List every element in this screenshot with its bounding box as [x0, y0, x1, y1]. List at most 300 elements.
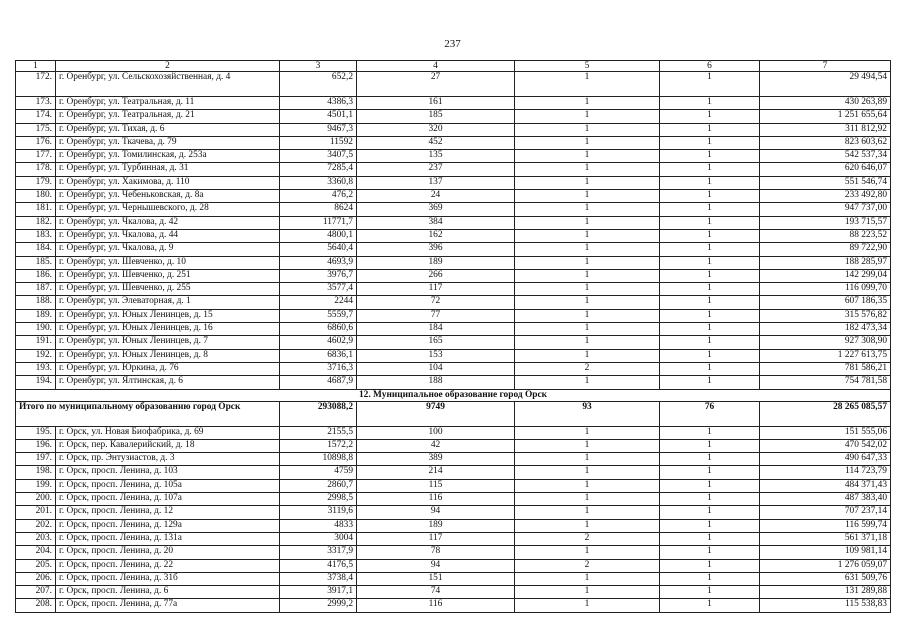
- col7-cell: 1 276 059,07: [760, 559, 891, 572]
- row-number: 204.: [16, 546, 56, 559]
- column-number: 3: [280, 61, 357, 72]
- table-row: [16, 453, 891, 466]
- col7-cell: 823 603,62: [760, 136, 891, 149]
- col5-cell: 1: [515, 546, 660, 559]
- address-cell: г. Оренбург, ул. Чебеньковская, д. 8а: [56, 190, 280, 203]
- col3-cell: 8624: [280, 203, 357, 216]
- col4-cell: 116: [357, 599, 515, 612]
- col5-cell: 1: [515, 110, 660, 123]
- col4-cell: 396: [357, 243, 515, 256]
- row-number: 193.: [16, 362, 56, 375]
- col5-cell: 1: [515, 519, 660, 532]
- col7-cell: 542 537,34: [760, 150, 891, 163]
- col7-cell: 315 576,82: [760, 309, 891, 322]
- address-cell: г. Оренбург, ул. Чкалова, д. 42: [56, 216, 280, 229]
- row-number: 173.: [16, 97, 56, 110]
- col3-cell: 4833: [280, 519, 357, 532]
- total-col6: 76: [660, 401, 760, 426]
- row-number: 181.: [16, 203, 56, 216]
- col5-cell: 1: [515, 453, 660, 466]
- total-label: Итого по муниципальному образованию город Орск: [16, 401, 280, 426]
- table-row: [16, 150, 891, 163]
- table-row: [16, 97, 891, 110]
- col7-cell: 754 781,58: [760, 376, 891, 389]
- col5-cell: 1: [515, 466, 660, 479]
- column-number: 5: [515, 61, 660, 72]
- table-row: [16, 256, 891, 269]
- col6-cell: 1: [660, 599, 760, 612]
- row-number: 183.: [16, 229, 56, 242]
- table-row: [16, 336, 891, 349]
- table-row: [16, 546, 891, 559]
- col6-cell: 1: [660, 586, 760, 599]
- table-row: [16, 163, 891, 176]
- col3-cell: 6860,6: [280, 323, 357, 336]
- col3-cell: 11771,7: [280, 216, 357, 229]
- row-number: 196.: [16, 439, 56, 452]
- table-row: [16, 72, 891, 97]
- col7-cell: 620 646,07: [760, 163, 891, 176]
- row-number: 200.: [16, 493, 56, 506]
- total-col4: 9749: [357, 401, 515, 426]
- col4-cell: 185: [357, 110, 515, 123]
- table-body: [16, 61, 891, 613]
- col6-cell: 1: [660, 493, 760, 506]
- col7-cell: 88 223,52: [760, 229, 891, 242]
- col4-cell: 237: [357, 163, 515, 176]
- col6-cell: 1: [660, 309, 760, 322]
- col6-cell: 1: [660, 426, 760, 439]
- col7-cell: 151 555,06: [760, 426, 891, 439]
- col6-cell: 1: [660, 532, 760, 545]
- address-cell: г. Оренбург, ул. Сельскохозяйственная, д. 4: [56, 72, 280, 97]
- table-row: [16, 586, 891, 599]
- row-number: 185.: [16, 256, 56, 269]
- col3-cell: 10898,8: [280, 453, 357, 466]
- col5-cell: 1: [515, 506, 660, 519]
- address-cell: г. Оренбург, ул. Шевченко, д. 10: [56, 256, 280, 269]
- col5-cell: 1: [515, 336, 660, 349]
- address-cell: г. Орск, просп. Ленина, д. 77а: [56, 599, 280, 612]
- col5-cell: 1: [515, 572, 660, 585]
- table-row: [16, 243, 891, 256]
- col6-cell: 1: [660, 150, 760, 163]
- col5-cell: 1: [515, 72, 660, 97]
- col4-cell: 24: [357, 190, 515, 203]
- col6-cell: 1: [660, 546, 760, 559]
- row-number: 190.: [16, 323, 56, 336]
- col5-cell: 1: [515, 97, 660, 110]
- col6-cell: 1: [660, 97, 760, 110]
- col5-cell: 1: [515, 323, 660, 336]
- col3-cell: 4800,1: [280, 229, 357, 242]
- col5-cell: 1: [515, 309, 660, 322]
- col4-cell: 452: [357, 136, 515, 149]
- col6-cell: 1: [660, 336, 760, 349]
- col4-cell: 77: [357, 309, 515, 322]
- col7-cell: 551 546,74: [760, 176, 891, 189]
- col6-cell: 1: [660, 243, 760, 256]
- col7-cell: 487 383,40: [760, 493, 891, 506]
- col5-cell: 1: [515, 256, 660, 269]
- col7-cell: 561 371,18: [760, 532, 891, 545]
- col7-cell: 131 289,88: [760, 586, 891, 599]
- col3-cell: 6836,1: [280, 349, 357, 362]
- col6-cell: 1: [660, 479, 760, 492]
- address-cell: г. Оренбург, ул. Ткачева, д. 79: [56, 136, 280, 149]
- col5-cell: 1: [515, 426, 660, 439]
- column-number: 2: [56, 61, 280, 72]
- table-row: [16, 216, 891, 229]
- col4-cell: 189: [357, 519, 515, 532]
- col7-cell: 116 599,74: [760, 519, 891, 532]
- col4-cell: 116: [357, 493, 515, 506]
- col4-cell: 117: [357, 283, 515, 296]
- col6-cell: 1: [660, 453, 760, 466]
- col6-cell: 1: [660, 216, 760, 229]
- col5-cell: 1: [515, 216, 660, 229]
- col6-cell: 1: [660, 256, 760, 269]
- col4-cell: 165: [357, 336, 515, 349]
- address-cell: г. Орск, пр. Энтузиастов, д. 3: [56, 453, 280, 466]
- row-number: 202.: [16, 519, 56, 532]
- col7-cell: 233 492,80: [760, 190, 891, 203]
- col6-cell: 1: [660, 572, 760, 585]
- table-row: [16, 296, 891, 309]
- col7-cell: 484 371,43: [760, 479, 891, 492]
- address-cell: г. Оренбург, ул. Томилинская, д. 253а: [56, 150, 280, 163]
- address-cell: г. Орск, просп. Ленина, д. 31б: [56, 572, 280, 585]
- table-row: [16, 190, 891, 203]
- address-cell: г. Орск, просп. Ленина, д. 129а: [56, 519, 280, 532]
- col7-cell: 142 299,04: [760, 269, 891, 282]
- row-number: 182.: [16, 216, 56, 229]
- col4-cell: 42: [357, 439, 515, 452]
- col3-cell: 3317,9: [280, 546, 357, 559]
- table-row: [16, 136, 891, 149]
- col3-cell: 2998,5: [280, 493, 357, 506]
- table-row: [16, 532, 891, 545]
- col3-cell: 3917,1: [280, 586, 357, 599]
- row-number: 191.: [16, 336, 56, 349]
- table-row: [16, 229, 891, 242]
- col6-cell: 1: [660, 190, 760, 203]
- col5-cell: 1: [515, 136, 660, 149]
- col3-cell: 3716,3: [280, 362, 357, 375]
- col7-cell: 781 586,21: [760, 362, 891, 375]
- address-cell: г. Оренбург, ул. Юркина, д. 76: [56, 362, 280, 375]
- table-row: [16, 309, 891, 322]
- col5-cell: 1: [515, 376, 660, 389]
- table-row: [16, 479, 891, 492]
- col5-cell: 1: [515, 599, 660, 612]
- col6-cell: 1: [660, 136, 760, 149]
- col6-cell: 1: [660, 269, 760, 282]
- table-row: [16, 323, 891, 336]
- row-number: 192.: [16, 349, 56, 362]
- col4-cell: 151: [357, 572, 515, 585]
- col3-cell: 5559,7: [280, 309, 357, 322]
- col6-cell: 1: [660, 72, 760, 97]
- col4-cell: 135: [357, 150, 515, 163]
- row-number: 178.: [16, 163, 56, 176]
- table-row: [16, 559, 891, 572]
- row-number: 180.: [16, 190, 56, 203]
- col7-cell: 193 715,57: [760, 216, 891, 229]
- total-col5: 93: [515, 401, 660, 426]
- col7-cell: 89 722,90: [760, 243, 891, 256]
- table-row: [16, 349, 891, 362]
- col7-cell: 29 494,54: [760, 72, 891, 97]
- col7-cell: 311 812,92: [760, 123, 891, 136]
- address-cell: г. Оренбург, ул. Турбинная, д. 31: [56, 163, 280, 176]
- address-cell: г. Оренбург, ул. Чкалова, д. 44: [56, 229, 280, 242]
- col4-cell: 74: [357, 586, 515, 599]
- col7-cell: 607 186,35: [760, 296, 891, 309]
- total-row: [16, 401, 891, 426]
- row-number: 177.: [16, 150, 56, 163]
- col4-cell: 369: [357, 203, 515, 216]
- col4-cell: 189: [357, 256, 515, 269]
- col3-cell: 4687,9: [280, 376, 357, 389]
- col4-cell: 104: [357, 362, 515, 375]
- address-cell: г. Орск, просп. Ленина, д. 6: [56, 586, 280, 599]
- address-cell: г. Оренбург, ул. Юных Ленинцев, д. 8: [56, 349, 280, 362]
- address-cell: г. Орск, просп. Ленина, д. 12: [56, 506, 280, 519]
- col4-cell: 161: [357, 97, 515, 110]
- col7-cell: 631 509,76: [760, 572, 891, 585]
- col3-cell: 11592: [280, 136, 357, 149]
- row-number: 195.: [16, 426, 56, 439]
- address-cell: г. Оренбург, ул. Юных Ленинцев, д. 16: [56, 323, 280, 336]
- col5-cell: 1: [515, 283, 660, 296]
- col7-cell: 1 227 613,75: [760, 349, 891, 362]
- address-cell: г. Оренбург, ул. Хакимова, д. 110: [56, 176, 280, 189]
- col6-cell: 1: [660, 559, 760, 572]
- address-cell: г. Оренбург, ул. Юных Ленинцев, д. 15: [56, 309, 280, 322]
- col3-cell: 3738,4: [280, 572, 357, 585]
- col4-cell: 137: [357, 176, 515, 189]
- col6-cell: 1: [660, 283, 760, 296]
- col5-cell: 1: [515, 150, 660, 163]
- row-number: 208.: [16, 599, 56, 612]
- col7-cell: 116 099,70: [760, 283, 891, 296]
- total-col3: 293088,2: [280, 401, 357, 426]
- table-row: [16, 466, 891, 479]
- col3-cell: 3577,4: [280, 283, 357, 296]
- table-row: [16, 519, 891, 532]
- row-number: 188.: [16, 296, 56, 309]
- col3-cell: 4602,9: [280, 336, 357, 349]
- col5-cell: 1: [515, 229, 660, 242]
- col3-cell: 476,2: [280, 190, 357, 203]
- col5-cell: 1: [515, 123, 660, 136]
- address-cell: г. Оренбург, ул. Театральная, д. 11: [56, 97, 280, 110]
- col5-cell: 2: [515, 362, 660, 375]
- column-number: 1: [16, 61, 56, 72]
- col3-cell: 2860,7: [280, 479, 357, 492]
- col5-cell: 2: [515, 559, 660, 572]
- col3-cell: 1572,2: [280, 439, 357, 452]
- col6-cell: 1: [660, 203, 760, 216]
- table-row: [16, 362, 891, 375]
- col7-cell: 1 251 655,64: [760, 110, 891, 123]
- col5-cell: 1: [515, 493, 660, 506]
- col5-cell: 1: [515, 586, 660, 599]
- col3-cell: 652,2: [280, 72, 357, 97]
- address-cell: г. Орск, пер. Кавалерийский, д. 18: [56, 439, 280, 452]
- col3-cell: 3119,6: [280, 506, 357, 519]
- col4-cell: 72: [357, 296, 515, 309]
- row-number: 205.: [16, 559, 56, 572]
- address-cell: г. Орск, просп. Ленина, д. 20: [56, 546, 280, 559]
- table-row: [16, 123, 891, 136]
- row-number: 194.: [16, 376, 56, 389]
- row-number: 174.: [16, 110, 56, 123]
- table-row: [16, 176, 891, 189]
- col7-cell: 927 308,90: [760, 336, 891, 349]
- col3-cell: 3004: [280, 532, 357, 545]
- col5-cell: 1: [515, 439, 660, 452]
- col7-cell: 490 647,33: [760, 453, 891, 466]
- row-number: 175.: [16, 123, 56, 136]
- col6-cell: 1: [660, 163, 760, 176]
- col4-cell: 94: [357, 559, 515, 572]
- col4-cell: 188: [357, 376, 515, 389]
- column-number: 4: [357, 61, 515, 72]
- col4-cell: 100: [357, 426, 515, 439]
- col3-cell: 4501,1: [280, 110, 357, 123]
- address-cell: г. Оренбург, ул. Чкалова, д. 9: [56, 243, 280, 256]
- col5-cell: 1: [515, 190, 660, 203]
- table-row: [16, 439, 891, 452]
- row-number: 176.: [16, 136, 56, 149]
- col4-cell: 384: [357, 216, 515, 229]
- address-cell: г. Оренбург, ул. Тихая, д. 6: [56, 123, 280, 136]
- address-cell: г. Оренбург, ул. Шевченко, д. 251: [56, 269, 280, 282]
- row-number: 172.: [16, 72, 56, 97]
- row-number: 199.: [16, 479, 56, 492]
- col3-cell: 4176,5: [280, 559, 357, 572]
- col6-cell: 1: [660, 466, 760, 479]
- row-number: 186.: [16, 269, 56, 282]
- address-cell: г. Орск, просп. Ленина, д. 103: [56, 466, 280, 479]
- col3-cell: 4386,3: [280, 97, 357, 110]
- row-number: 184.: [16, 243, 56, 256]
- col5-cell: 1: [515, 479, 660, 492]
- address-cell: г. Оренбург, ул. Элеваторная, д. 1: [56, 296, 280, 309]
- col4-cell: 162: [357, 229, 515, 242]
- col4-cell: 94: [357, 506, 515, 519]
- col5-cell: 1: [515, 269, 660, 282]
- col6-cell: 1: [660, 506, 760, 519]
- column-number-row: [16, 61, 891, 72]
- row-number: 179.: [16, 176, 56, 189]
- col4-cell: 266: [357, 269, 515, 282]
- table-row: [16, 426, 891, 439]
- address-cell: г. Оренбург, ул. Театральная, д. 21: [56, 110, 280, 123]
- table-row: [16, 269, 891, 282]
- col7-cell: 109 981,14: [760, 546, 891, 559]
- col3-cell: 2244: [280, 296, 357, 309]
- col4-cell: 320: [357, 123, 515, 136]
- page-number: 237: [444, 38, 461, 50]
- col7-cell: 430 263,89: [760, 97, 891, 110]
- address-cell: г. Оренбург, ул. Ялтинская, д. 6: [56, 376, 280, 389]
- col6-cell: 1: [660, 110, 760, 123]
- address-cell: г. Оренбург, ул. Шевченко, д. 255: [56, 283, 280, 296]
- table-row: [16, 599, 891, 612]
- col3-cell: 3360,8: [280, 176, 357, 189]
- col6-cell: 1: [660, 176, 760, 189]
- col4-cell: 184: [357, 323, 515, 336]
- row-number: 207.: [16, 586, 56, 599]
- col4-cell: 78: [357, 546, 515, 559]
- address-cell: г. Орск, просп. Ленина, д. 22: [56, 559, 280, 572]
- col5-cell: 1: [515, 296, 660, 309]
- address-cell: г. Орск, просп. Ленина, д. 107а: [56, 493, 280, 506]
- column-number: 7: [760, 61, 891, 72]
- total-col7: 28 265 085,57: [760, 401, 891, 426]
- col4-cell: 27: [357, 72, 515, 97]
- address-cell: г. Орск, просп. Ленина, д. 131а: [56, 532, 280, 545]
- col3-cell: 3976,7: [280, 269, 357, 282]
- col6-cell: 1: [660, 519, 760, 532]
- col6-cell: 1: [660, 323, 760, 336]
- row-number: 206.: [16, 572, 56, 585]
- col5-cell: 1: [515, 243, 660, 256]
- col3-cell: 2155,5: [280, 426, 357, 439]
- col5-cell: 2: [515, 532, 660, 545]
- col3-cell: 3407,5: [280, 150, 357, 163]
- col6-cell: 1: [660, 123, 760, 136]
- row-number: 189.: [16, 309, 56, 322]
- data-table: [15, 60, 891, 613]
- col5-cell: 1: [515, 349, 660, 362]
- col4-cell: 115: [357, 479, 515, 492]
- col4-cell: 153: [357, 349, 515, 362]
- column-number: 6: [660, 61, 760, 72]
- address-cell: г. Орск, просп. Ленина, д. 105а: [56, 479, 280, 492]
- col4-cell: 389: [357, 453, 515, 466]
- col7-cell: 182 473,34: [760, 323, 891, 336]
- col6-cell: 1: [660, 229, 760, 242]
- row-number: 201.: [16, 506, 56, 519]
- row-number: 187.: [16, 283, 56, 296]
- address-cell: г. Оренбург, ул. Чернышевского, д. 28: [56, 203, 280, 216]
- col5-cell: 1: [515, 203, 660, 216]
- table-row: [16, 203, 891, 216]
- col4-cell: 214: [357, 466, 515, 479]
- col7-cell: 114 723,79: [760, 466, 891, 479]
- address-cell: г. Оренбург, ул. Юных Ленинцев, д. 7: [56, 336, 280, 349]
- col7-cell: 707 237,14: [760, 506, 891, 519]
- col7-cell: 115 538,83: [760, 599, 891, 612]
- row-number: 203.: [16, 532, 56, 545]
- row-number: 198.: [16, 466, 56, 479]
- section-header-row: [16, 389, 891, 401]
- row-number: 197.: [16, 453, 56, 466]
- col5-cell: 1: [515, 163, 660, 176]
- col3-cell: 4693,9: [280, 256, 357, 269]
- address-cell: г. Орск, ул. Новая Биофабрика, д. 69: [56, 426, 280, 439]
- col5-cell: 1: [515, 176, 660, 189]
- table-row: [16, 572, 891, 585]
- col6-cell: 1: [660, 376, 760, 389]
- col3-cell: 2999,2: [280, 599, 357, 612]
- col7-cell: 470 542,02: [760, 439, 891, 452]
- table-row: [16, 506, 891, 519]
